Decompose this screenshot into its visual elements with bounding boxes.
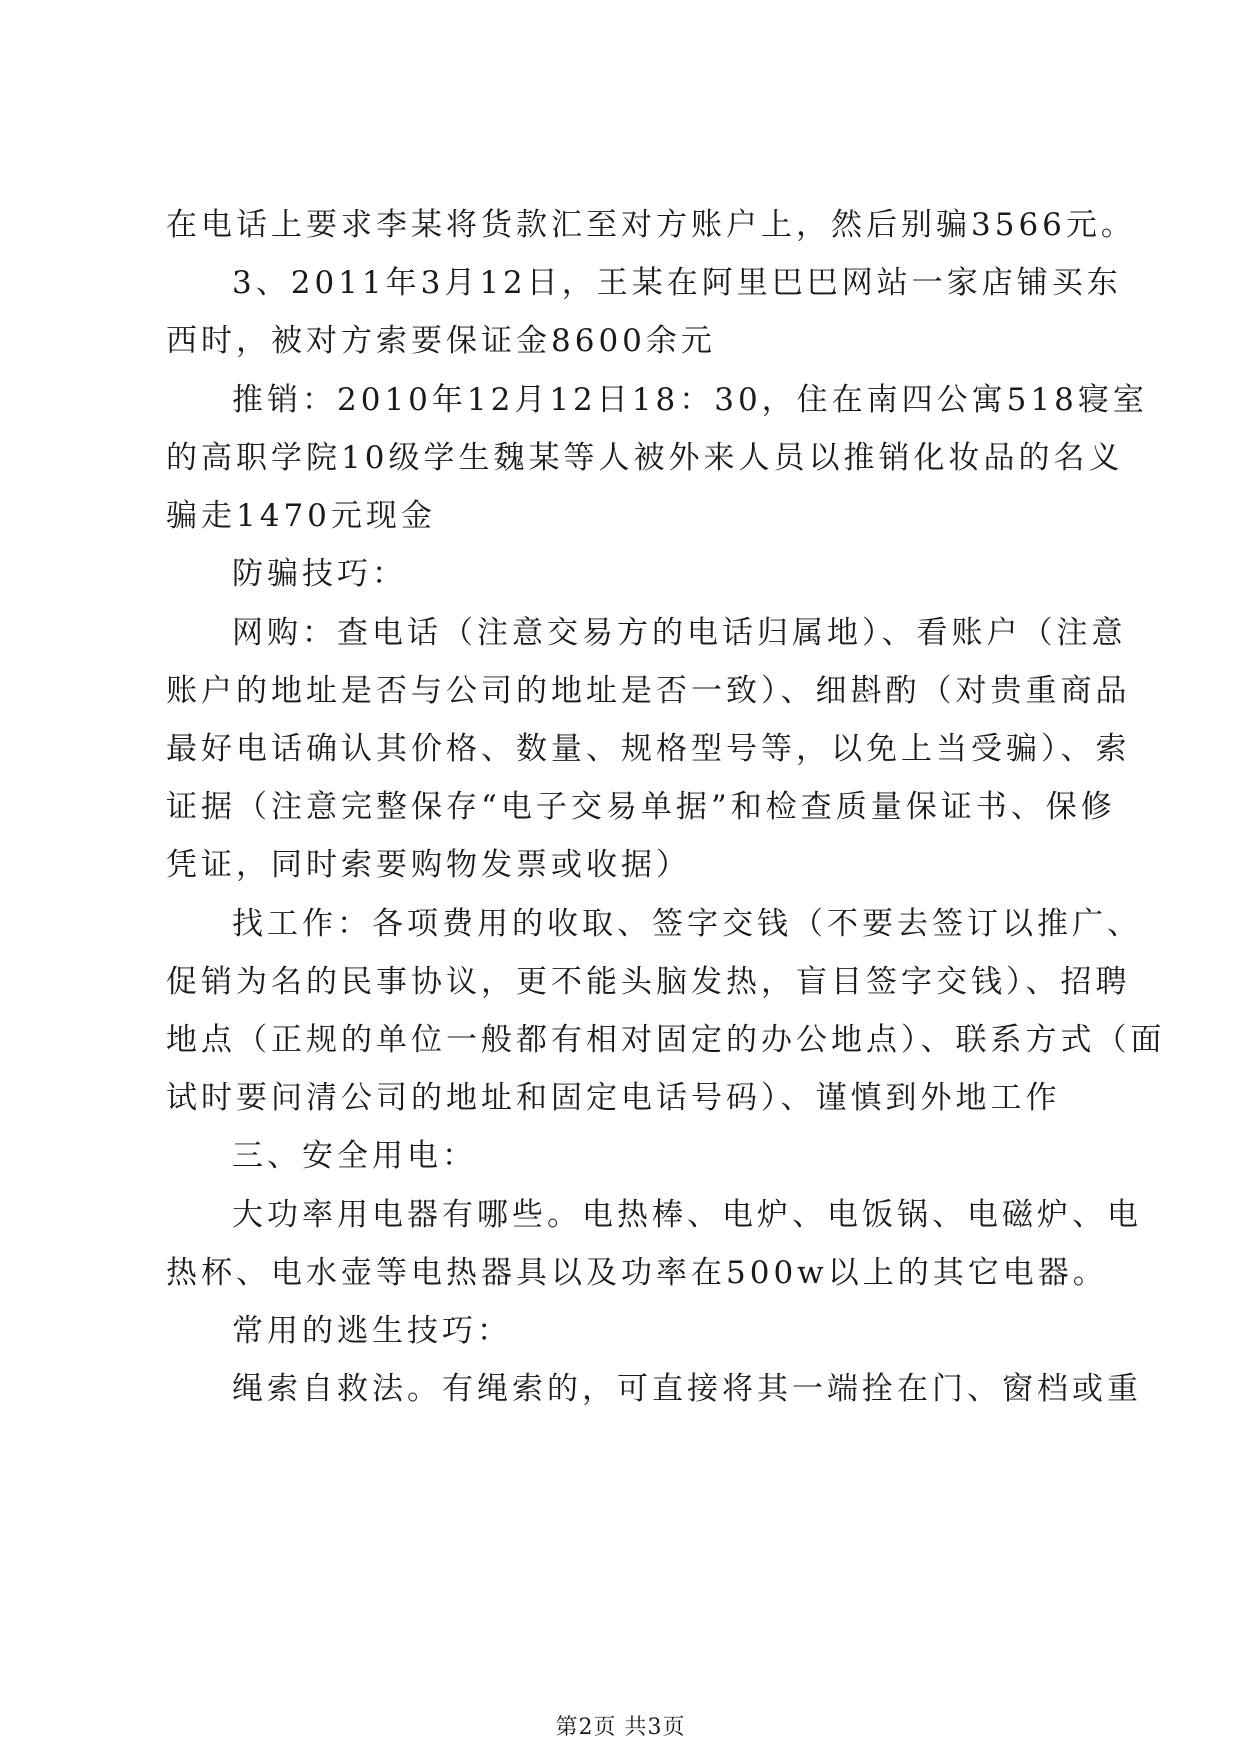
text-line: 绳索自救法。有绳索的，可直接将其一端拴在门、窗档或重 — [232, 1371, 1142, 1407]
text-line: 热杯、电水壶等电热器具以及功率在500w以上的其它电器。 — [166, 1255, 1108, 1291]
text-line: 3、2011年3月12日，王某在阿里巴巴网站一家店铺买东 — [232, 265, 1122, 301]
text-line: 推销：2010年12月12日18：30，住在南四公寓518寝室 — [232, 382, 1148, 418]
text-line: 促销为名的民事协议，更不能头脑发热，盲目签字交钱）、招聘 — [166, 964, 1131, 1000]
text-line: 骗走1470元现金 — [166, 498, 436, 534]
text-line: 在电话上要求李某将货款汇至对方账户上，然后别骗3566元。 — [166, 207, 1136, 243]
text-line: 试时要问清公司的地址和固定电话号码）、谨慎到外地工作 — [166, 1080, 1061, 1116]
text-line: 西时，被对方索要保证金8600余元 — [166, 323, 716, 359]
page-footer: 第2页 共3页 — [555, 1715, 686, 1740]
text-line: 找工作：各项费用的收取、签字交钱（不要去签订以推广、 — [232, 906, 1142, 942]
section-heading: 常用的逃生技巧： — [232, 1313, 512, 1349]
text-line: 大功率用电器有哪些。电热棒、电炉、电饭锅、电磁炉、电 — [232, 1197, 1142, 1233]
section-heading: 防骗技巧： — [232, 556, 407, 592]
text-line: 账户的地址是否与公司的地址是否一致）、细斟酌（对贵重商品 — [166, 673, 1131, 709]
text-line: 地点（正规的单位一般都有相对固定的办公地点）、联系方式（面 — [166, 1022, 1166, 1058]
text-line: 证据（注意完整保存“电子交易单据”和检查质量保证书、保修 — [166, 789, 1116, 825]
text-line: 的高职学院10级学生魏某等人被外来人员以推销化妆品的名义 — [166, 440, 1124, 476]
text-line: 网购：查电话（注意交易方的电话归属地）、看账户（注意 — [232, 615, 1127, 651]
text-line: 凭证，同时索要购物发票或收据） — [166, 847, 691, 883]
text-line: 最好电话确认其价格、数量、规格型号等，以免上当受骗）、索 — [166, 731, 1131, 767]
section-heading: 三、安全用电： — [232, 1138, 477, 1174]
